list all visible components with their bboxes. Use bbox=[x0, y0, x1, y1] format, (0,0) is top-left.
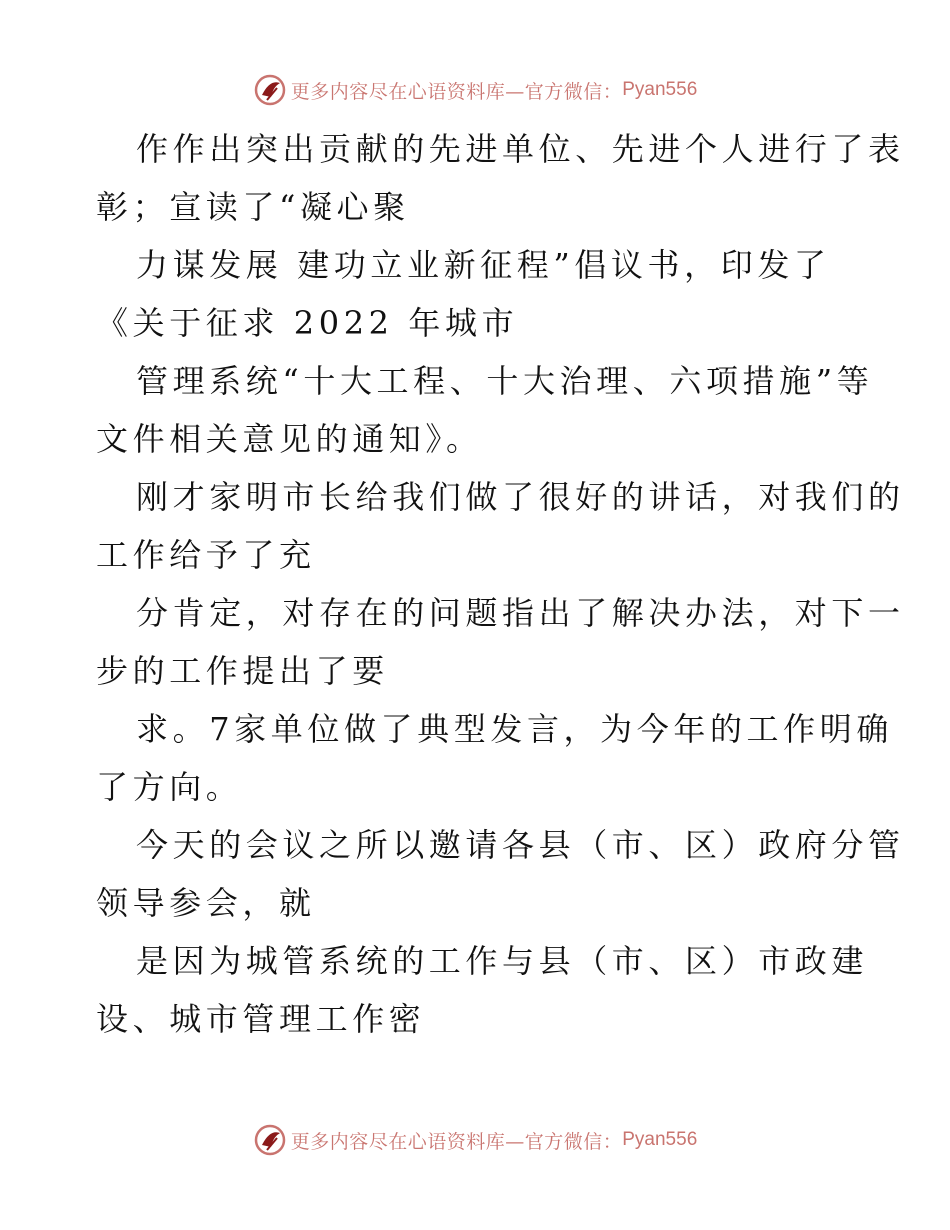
text-line: 设、城市管理工作密 bbox=[96, 1000, 426, 1038]
text-line: 刚才家明市长给我们做了很好的讲话，对我们的 bbox=[136, 478, 905, 516]
text-line: 了方向。 bbox=[96, 768, 243, 806]
text-line: 管理系统“十大工程、十大治理、六项措施”等 bbox=[136, 362, 874, 400]
text-line: 求。7家单位做了典型发言，为今年的工作明确 bbox=[136, 710, 893, 748]
document-body bbox=[96, 120, 905, 1048]
text-line: 《关于征求 2022 年城市 bbox=[96, 304, 519, 342]
footer-watermark-id: Pyan556 bbox=[622, 1129, 698, 1150]
text-line: 今天的会议之所以邀请各县（市、区）政府分管 bbox=[136, 826, 905, 864]
logo-icon bbox=[253, 73, 287, 107]
header-watermark bbox=[0, 70, 950, 110]
header-watermark-id: Pyan556 bbox=[622, 79, 698, 100]
text-line: 彰；宣读了“凝心聚 bbox=[96, 188, 410, 226]
header-watermark-text: 更多内容尽在心语资料库—官方微信： bbox=[290, 80, 623, 103]
text-line: 领导参会，就 bbox=[96, 884, 316, 922]
text-line: 力谋发展 建功立业新征程”倡议书，印发了 bbox=[136, 246, 831, 284]
footer-watermark bbox=[0, 1120, 950, 1160]
logo-icon bbox=[253, 1123, 287, 1157]
footer-watermark-text: 更多内容尽在心语资料库—官方微信： bbox=[290, 1130, 623, 1153]
text-line: 分肯定，对存在的问题指出了解决办法，对下一 bbox=[136, 594, 905, 632]
text-line: 工作给予了充 bbox=[96, 536, 316, 574]
text-line: 文件相关意见的通知》。 bbox=[96, 420, 483, 458]
text-line: 步的工作提出了要 bbox=[96, 652, 389, 690]
text-line: 是因为城管系统的工作与县（市、区）市政建 bbox=[136, 942, 869, 980]
text-line: 作作出突出贡献的先进单位、先进个人进行了表 bbox=[136, 130, 905, 168]
